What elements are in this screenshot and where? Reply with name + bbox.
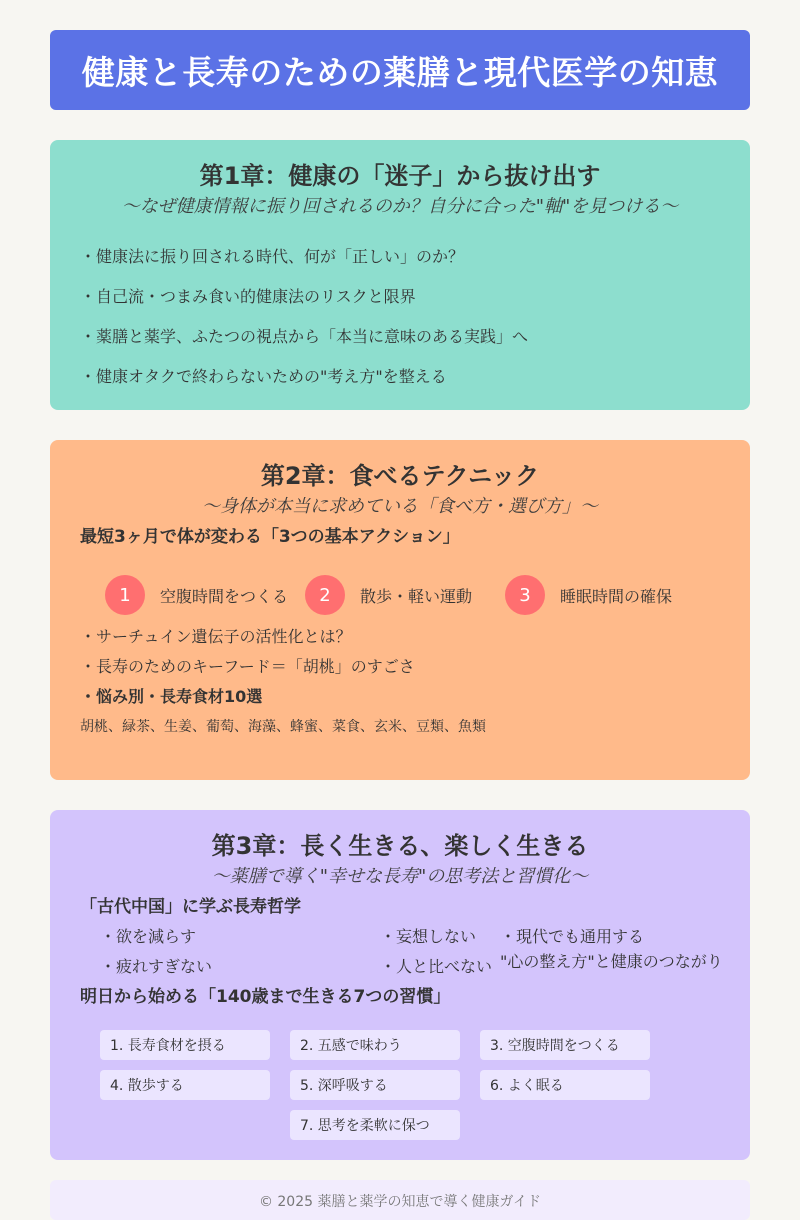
step-label: 空腹時間をつくる bbox=[160, 586, 289, 606]
philosophy-item: ・妄想しない bbox=[380, 927, 477, 946]
habit-item: 5. 深呼吸する bbox=[290, 1070, 460, 1100]
habit-item: 1. 長寿食材を摂る bbox=[100, 1030, 270, 1060]
action-step bbox=[105, 575, 288, 615]
footer bbox=[50, 1180, 750, 1220]
step-number-badge: 2 bbox=[305, 575, 345, 615]
chapter-2-bullet: ・サーチュイン遺伝子の活性化とは？ bbox=[80, 627, 352, 646]
chapter-2-card bbox=[50, 440, 750, 780]
chapter-1-bullet: ・自己流・つまみ食い的健康法のリスクと限界 bbox=[80, 287, 416, 306]
chapter-1-bullet: ・薬膳と薬学、ふたつの視点から「本当に意味のある実践」へ bbox=[80, 327, 529, 346]
chapter-3-subtitle: 〜薬膳で導く"幸せな長寿"の思考法と習慣化〜 bbox=[211, 866, 589, 887]
chapter-1-bullet: ・健康法に振り回される時代、何が「正しい」のか？ bbox=[80, 247, 465, 266]
longevity-foods-list: 胡桃、緑茶、生姜、葡萄、海藻、蜂蜜、菜食、玄米、豆類、魚類 bbox=[80, 719, 486, 735]
philosophy-item: "心の整え方"と健康のつながり bbox=[500, 952, 723, 971]
chapter-2-title: 第2章：食べるテクニック bbox=[260, 462, 540, 490]
action-step bbox=[305, 575, 472, 615]
step-number-badge: 1 bbox=[105, 575, 145, 615]
habit-item: 4. 散歩する bbox=[100, 1070, 270, 1100]
philosophy-item: ・人と比べない bbox=[380, 957, 493, 976]
chapter-3-card bbox=[50, 810, 750, 1160]
copyright-text: © 2025 薬膳と薬学の知恵で導く健康ガイド bbox=[258, 1194, 542, 1210]
basic-actions-heading: 最短3ヶ月で体が変わる「3つの基本アクション」 bbox=[80, 527, 460, 547]
habit-item: 6. よく眠る bbox=[480, 1070, 650, 1100]
page-header bbox=[50, 30, 750, 110]
chapter-1-bullet: ・健康オタクで終わらないための"考え方"を整える bbox=[80, 367, 447, 386]
step-label: 睡眠時間の確保 bbox=[560, 586, 673, 606]
chapter-3-title: 第3章：長く生きる、楽しく生きる bbox=[211, 832, 589, 860]
chapter-1-title: 第1章：健康の「迷子」から抜け出す bbox=[199, 162, 601, 190]
step-number-badge: 3 bbox=[505, 575, 545, 615]
chapter-1-card bbox=[50, 140, 750, 410]
habit-item: 7. 思考を柔軟に保つ bbox=[290, 1110, 460, 1140]
habit-item: 2. 五感で味わう bbox=[290, 1030, 460, 1060]
chapter-2-subtitle: 〜身体が本当に求めている「食べ方・選び方」〜 bbox=[202, 496, 598, 517]
philosophy-item: ・疲れすぎない bbox=[100, 957, 213, 976]
page-title: 健康と長寿のための薬膳と現代医学の知恵 bbox=[81, 52, 719, 92]
philosophy-item: ・現代でも通用する bbox=[500, 927, 645, 946]
chapter-2-bullet: ・悩み別・長寿食材10選 bbox=[80, 687, 263, 706]
chapter-2-bullet: ・長寿のためのキーフード＝「胡桃」のすごさ bbox=[80, 657, 415, 676]
chapter-1-subtitle: 〜なぜ健康情報に振り回されるのか？自分に合った"軸"を見つける〜 bbox=[121, 196, 679, 217]
step-label: 散歩・軽い運動 bbox=[360, 586, 473, 606]
philosophy-item: ・欲を減らす bbox=[100, 927, 197, 946]
habit-item: 3. 空腹時間をつくる bbox=[480, 1030, 650, 1060]
action-step bbox=[505, 575, 672, 615]
habits-heading: 明日から始める「140歳まで生きる7つの習慣」 bbox=[80, 987, 451, 1007]
philosophy-heading: 「古代中国」に学ぶ長寿哲学 bbox=[80, 897, 301, 917]
